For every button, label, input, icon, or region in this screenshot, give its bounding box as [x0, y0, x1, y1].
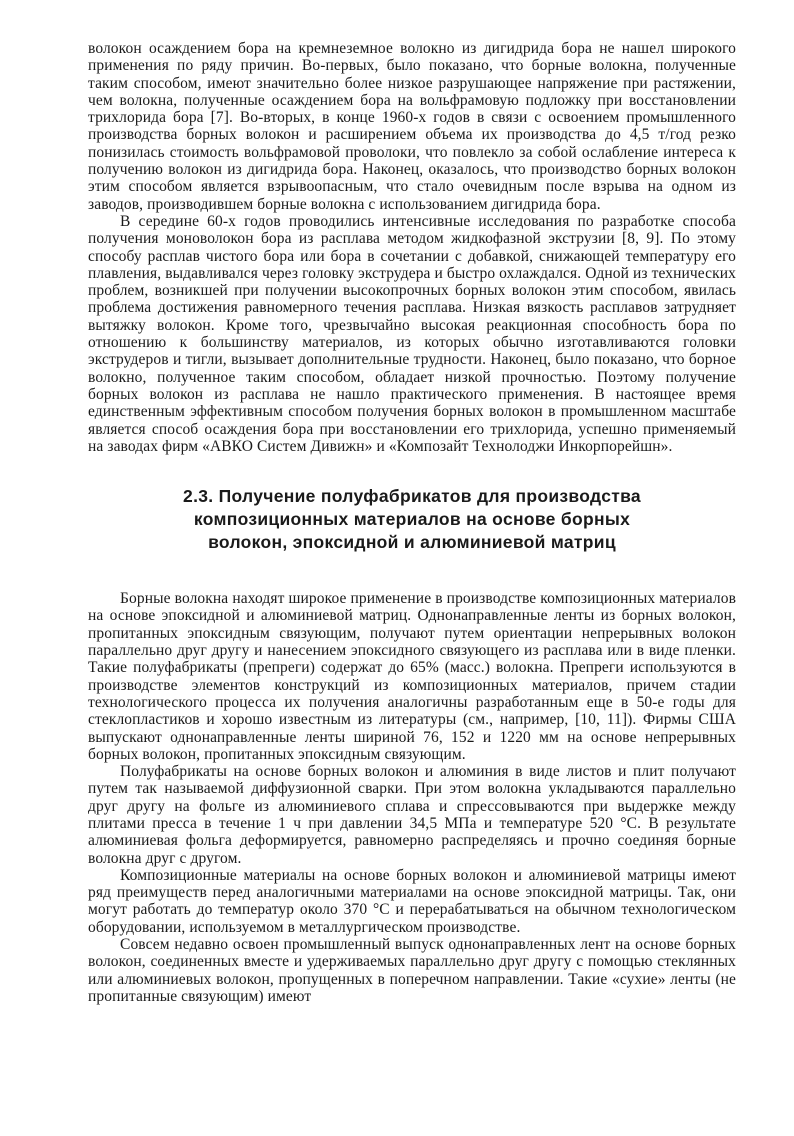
paragraph-diffusion-welding: Полуфабрикаты на основе борных волокон и алюминия в виде листов и плит получают путем так называемой диффузионной сварки. При этом волокна укладываются параллельно друг другу на фольге из алюминиевого сплава и спрессовываются при выдержке между плитами пресса в течение 1 ч при давлении 34,5 МПа и температуре 520 °С. В результате алюминиевая фольга деформируется, равномерно распределяясь и прочно соединяя борные волокна друг с другом.	[88, 763, 736, 867]
paragraph-melt-extrusion: В середине 60-х годов проводились интенсивные исследования по разработке способа получения моноволокон бора из расплава методом жидкофазной экструзии [8, 9]. По этому способу расплав чистого бора или бора в сочетании с добавкой, снижающей температуру его плавления, выдавливался через головку экструдера и быстро охлаждался. Одной из технических проблем, возникшей при получении высокопрочных борных волокон этим способом, явилась проблема достижения равномерного течения расплава. Низкая вязкость расплавов затрудняет вытяжку волокон. Кроме того, чрезвычайно высокая реакционная способность бора по отношению к большинству материалов, из которых обычно изготавливаются головки экструдеров и тигли, вызывает дополнительные трудности. Наконец, было показано, что борное волокно, полученное таким способом, обладает низкой прочностью. Поэтому получение борных волокон из расплава не нашло практического применения. В настоящее время единственным эффективным способом получения борных волокон в промышленном масштабе является способ осаждения бора при восстановлении его трихлорида, успешно применяемый на заводах фирм «АВКО Систем Дивижн» и «Композайт Технолоджи Инкорпорейшн».	[88, 212, 736, 455]
paragraph-prepregs: Борные волокна находят широкое применение в производстве композиционных материалов на основе эпоксидной и алюминиевой матриц. Однонаправленные ленты из борных волокон, пропитанных эпоксидным связующим, получают путем ориентации непрерывных волокон параллельно друг другу и нанесением эпоксидного связующего из расплава или в виде пленки. Такие полуфабрикаты (препреги) содержат до 65% (масс.) волокна. Препреги используются в производстве элементов конструкций из композиционных материалов, причем стадии технологического процесса их получения аналогичны разработанным еще в 50-е годы для стеклопластиков и хорошо известным из литературы (см., например, [10, 11]). Фирмы США выпускают однонаправленные ленты шириной 76, 152 и 1220 мм на основе непрерывных борных волокон, пропитанных эпоксидным связующим.	[88, 590, 736, 763]
section-heading-line-3: волокон, эпоксидной и алюминиевой матриц	[208, 532, 616, 553]
paragraph-dry-tapes: Совсем недавно освоен промышленный выпуск однонаправленных лент на основе борных волокон, соединенных вместе и удерживаемых параллельно друг другу с помощью стеклянных или алюминиевых волокон, пропущенных в поперечном направлении. Такие «сухие» ленты (не пропитанные связующим) имеют	[88, 936, 736, 1005]
section-heading-line-2: композиционных материалов на основе борных	[193, 509, 631, 530]
section-heading-line-1: 2.3. Получение полуфабрикатов для производства	[183, 486, 641, 507]
paragraph-continuation: волокон осаждением бора на кремнеземное волокно из дигидрида бора не нашел широкого применения по ряду причин. Во-первых, было показано, что борные волокна, полученные таким способом, имеют значительно более низкое разрушающее напряжение при растяжении, чем волокна, полученные осаждением бора на вольфрамовую подложку при восстановлении трихлорида бора [7]. Во-вторых, в конце 1960-х годов в связи с освоением промышленного производства борных волокон и расширением объема их производства до 4,5 т/год резко понизилась стоимость вольфрамовой проволоки, что повлекло за собой ослабление интереса к получению волокон из дигидрида бора. Наконец, оказалось, что производство борных волокон этим способом является взрывоопасным, что стало очевидным после взрыва на одном из заводов, производившем борные волокна с использованием дигидрида бора.	[88, 40, 736, 213]
document-page	[88, 40, 736, 1005]
section-heading	[88, 485, 736, 554]
paragraph-aluminium-matrix: Композиционные материалы на основе борных волокон и алюминиевой матрицы имеют ряд преимуществ перед аналогичными материалами на основе эпоксидной матрицы. Так, они могут работать до температур около 370 °С и перерабатываться на обычном технологическом оборудовании, используемом в металлургическом производстве.	[88, 866, 736, 936]
